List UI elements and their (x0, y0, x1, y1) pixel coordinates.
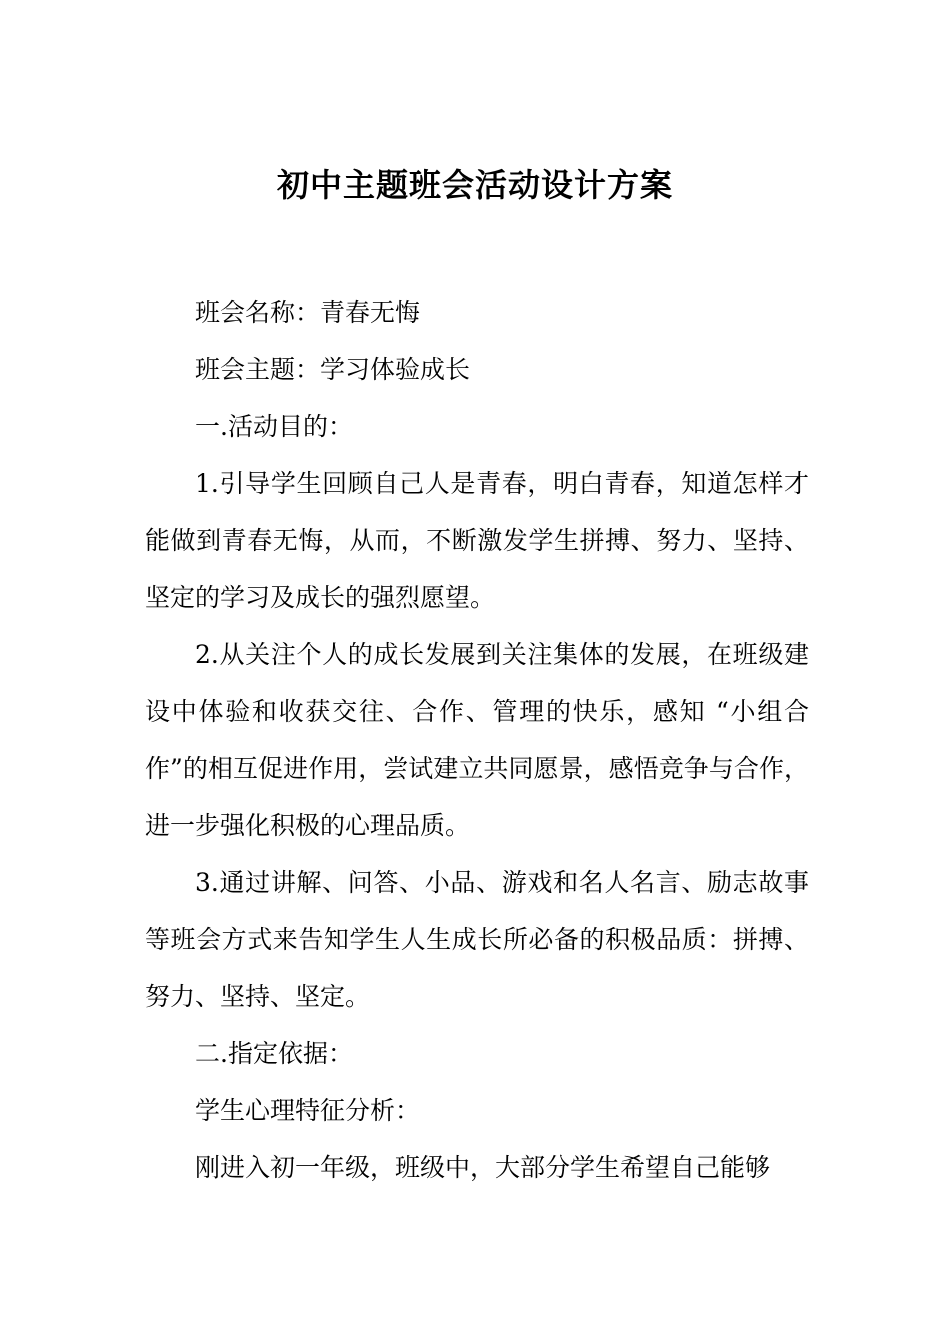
paragraph-meeting-theme: 班会主题：学习体验成长 (195, 355, 471, 384)
section-heading-purpose: 一.活动目的： (195, 412, 353, 441)
subheading-psychology-analysis: 学生心理特征分析： (195, 1096, 421, 1125)
paragraph-purpose-2: 2.从关注个人的成长发展到关注集体的发展，在班级建设中体验和收获交往、合作、管理的快乐，感知 “小组合作”的相互促进作用，尝试建立共同愿景，感悟竞争与合作，进一步强化积极的心理品质。 (145, 640, 809, 840)
section-heading-basis: 二.指定依据： (195, 1039, 353, 1068)
paragraph-analysis-start: 刚进入初一年级，班级中，大部分学生希望自己能够 (195, 1153, 771, 1182)
document-body (145, 284, 809, 1196)
paragraph-purpose-1: 1.引导学生回顾自己人是青春，明白青春，知道怎样才能做到青春无悔，从而，不断激发学生拼搏、努力、坚持、坚定的学习及成长的强烈愿望。 (145, 469, 809, 612)
paragraph-meeting-name: 班会名称：青春无悔 (195, 298, 421, 327)
document-title: 初中主题班会活动设计方案 (276, 166, 673, 204)
paragraph-purpose-3: 3.通过讲解、问答、小品、游戏和名人名言、励志故事等班会方式来告知学生人生成长所必备的积极品质：拼搏、努力、坚持、坚定。 (145, 868, 809, 1011)
